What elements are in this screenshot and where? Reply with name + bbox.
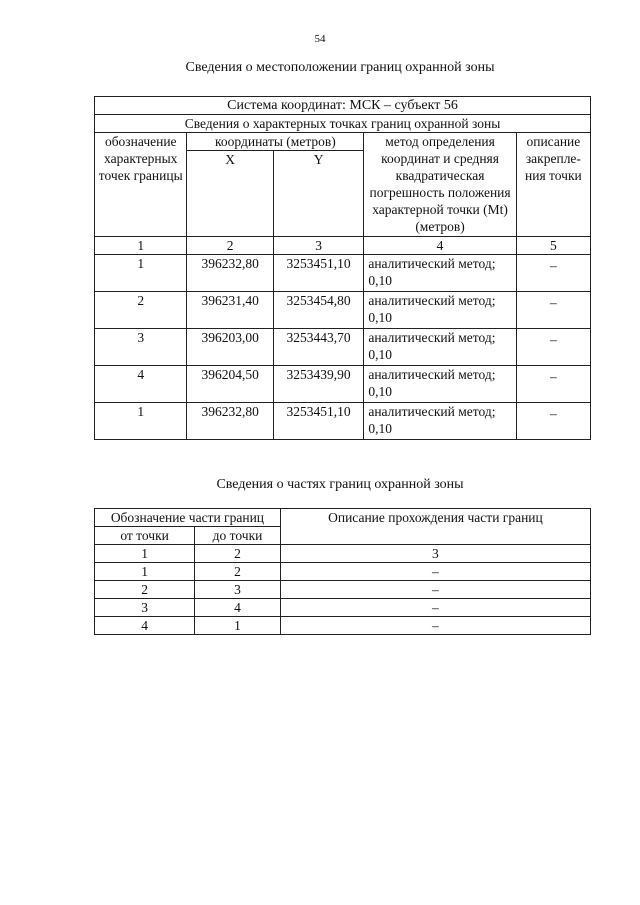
- description-cell: –: [516, 329, 590, 366]
- to-cell: 4: [195, 599, 281, 617]
- description-cell: –: [280, 581, 590, 599]
- description-cell: –: [516, 366, 590, 403]
- y-cell: 3253454,80: [273, 292, 363, 329]
- x-cell: 396231,40: [187, 292, 273, 329]
- table-row: [95, 617, 591, 635]
- y-cell: 3253451,10: [273, 403, 363, 440]
- description-cell: –: [516, 403, 590, 440]
- table-row: [95, 366, 591, 403]
- x-cell: 396232,80: [187, 403, 273, 440]
- points-subtitle-header: Сведения о характерных точках границ охранной зоны: [95, 115, 591, 133]
- x-cell: 396204,50: [187, 366, 273, 403]
- from-cell: 1: [95, 563, 195, 581]
- table-row: [95, 292, 591, 329]
- from-cell: 2: [95, 581, 195, 599]
- points-table: [94, 96, 591, 440]
- description-cell: –: [516, 255, 590, 292]
- section2-title: Сведения о частях границ охранной зоны: [216, 477, 464, 492]
- method-cell: аналитический метод; 0,10: [364, 292, 516, 329]
- table-row: [95, 599, 591, 617]
- column-number: 3: [273, 237, 363, 255]
- column-number: 1: [95, 237, 187, 255]
- y-cell: 3253439,90: [273, 366, 363, 403]
- point-cell: 1: [95, 255, 187, 292]
- method-cell: аналитический метод; 0,10: [364, 366, 516, 403]
- to-cell: 2: [195, 563, 281, 581]
- from-cell: 4: [95, 617, 195, 635]
- column-numbering-row: [95, 237, 591, 255]
- header-coordinates: координаты (метров): [187, 133, 364, 151]
- method-cell: аналитический метод; 0,10: [364, 329, 516, 366]
- coord-system-header: Система координат: МСК – субъект 56: [95, 97, 591, 115]
- description-cell: –: [280, 599, 590, 617]
- column-number: 2: [187, 237, 273, 255]
- table-row: [95, 581, 591, 599]
- header-boundary-part-description: Описание прохождения части границ: [280, 509, 590, 545]
- from-cell: 3: [95, 599, 195, 617]
- x-cell: 396203,00: [187, 329, 273, 366]
- column-number: 4: [364, 237, 516, 255]
- column-numbering-row: [95, 545, 591, 563]
- header-point-designation: обозначение характерных точек границы: [95, 133, 187, 237]
- table-row: [95, 563, 591, 581]
- table-row: [95, 329, 591, 366]
- point-cell: 3: [95, 329, 187, 366]
- section1-title: Сведения о местоположении границ охранной зоны: [185, 60, 495, 75]
- to-cell: 1: [195, 617, 281, 635]
- header-x: X: [187, 151, 273, 237]
- y-cell: 3253451,10: [273, 255, 363, 292]
- method-cell: аналитический метод; 0,10: [364, 255, 516, 292]
- description-cell: –: [516, 292, 590, 329]
- header-to-point: до точки: [195, 527, 281, 545]
- header-y: Y: [273, 151, 363, 237]
- to-cell: 3: [195, 581, 281, 599]
- table-row: [95, 403, 591, 440]
- header-boundary-part-group: Обозначение части границ: [95, 509, 281, 527]
- x-cell: 396232,80: [187, 255, 273, 292]
- table-row: [95, 255, 591, 292]
- y-cell: 3253443,70: [273, 329, 363, 366]
- column-number: 2: [195, 545, 281, 563]
- header-method: метод определения координат и средняя квадратическая погрешность положения характерной точки (Mt) (метров): [364, 133, 516, 237]
- point-cell: 2: [95, 292, 187, 329]
- column-number: 5: [516, 237, 590, 255]
- point-cell: 1: [95, 403, 187, 440]
- description-cell: –: [280, 563, 590, 581]
- point-cell: 4: [95, 366, 187, 403]
- column-number: 1: [95, 545, 195, 563]
- page-number: 54: [314, 33, 326, 45]
- boundary-parts-table: [94, 508, 591, 635]
- header-from-point: от точки: [95, 527, 195, 545]
- method-cell: аналитический метод; 0,10: [364, 403, 516, 440]
- header-point-description: описание закрепле-ния точки: [516, 133, 590, 237]
- column-number: 3: [280, 545, 590, 563]
- description-cell: –: [280, 617, 590, 635]
